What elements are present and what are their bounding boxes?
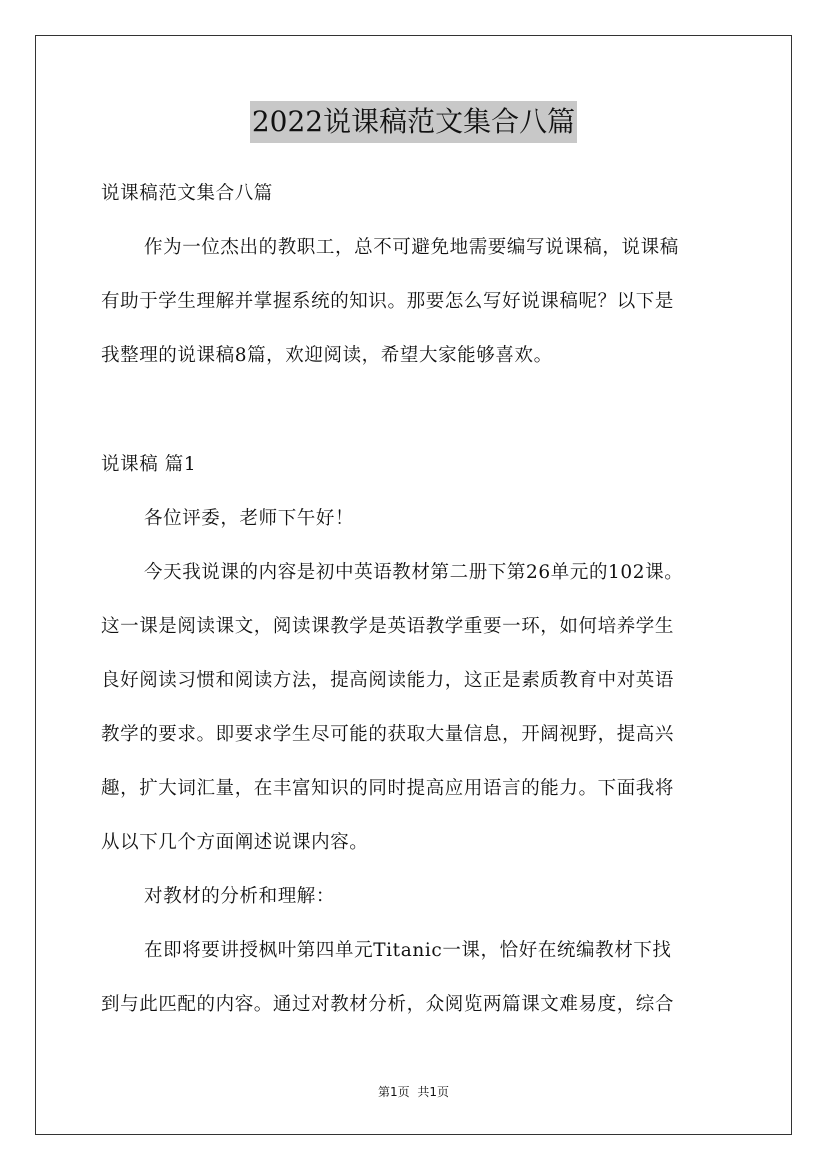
section-heading: 说课稿 篇1 — [101, 454, 197, 475]
document-subtitle: 说课稿范文集合八篇 — [101, 183, 273, 204]
title-wrap — [0, 101, 827, 143]
intro-line-3: 我整理的说课稿8篇，欢迎阅读，希望大家能够喜欢。 — [101, 345, 553, 366]
paragraph2-line-2: 到与此匹配的内容。通过对教材分析，众阅览两篇课文难易度，综合 — [101, 994, 675, 1015]
page-number-label: 第1页 — [378, 1085, 410, 1099]
paragraph1-line-2: 这一课是阅读课文，阅读课教学是英语教学重要一环，如何培养学生 — [101, 616, 675, 637]
analysis-heading: 对教材的分析和理解： — [144, 886, 336, 907]
paragraph1-line-3: 良好阅读习惯和阅读方法，提高阅读能力，这正是素质教育中对英语 — [101, 670, 675, 691]
paragraph2-line-1: 在即将要讲授枫叶第四单元Titanic一课，恰好在统编教材下找 — [144, 940, 672, 961]
paragraph1-line-1: 今天我说课的内容是初中英语教材第二册下第26单元的102课。 — [144, 562, 684, 583]
paragraph1-line-6: 从以下几个方面阐述说课内容。 — [101, 832, 369, 853]
document-title: 2022说课稿范文集合八篇 — [250, 101, 577, 143]
page-footer — [0, 1084, 827, 1100]
intro-line-1: 作为一位杰出的教职工，总不可避免地需要编写说课稿，说课稿 — [144, 237, 679, 258]
paragraph1-line-5: 趣，扩大词汇量，在丰富知识的同时提高应用语言的能力。下面我将 — [101, 778, 675, 799]
paragraph1-line-4: 教学的要求。即要求学生尽可能的获取大量信息，开阔视野，提高兴 — [101, 724, 675, 745]
page-total-label: 共1页 — [417, 1085, 449, 1099]
greeting: 各位评委，老师下午好！ — [144, 508, 355, 529]
intro-line-2: 有助于学生理解并掌握系统的知识。那要怎么写好说课稿呢？以下是 — [101, 291, 675, 312]
